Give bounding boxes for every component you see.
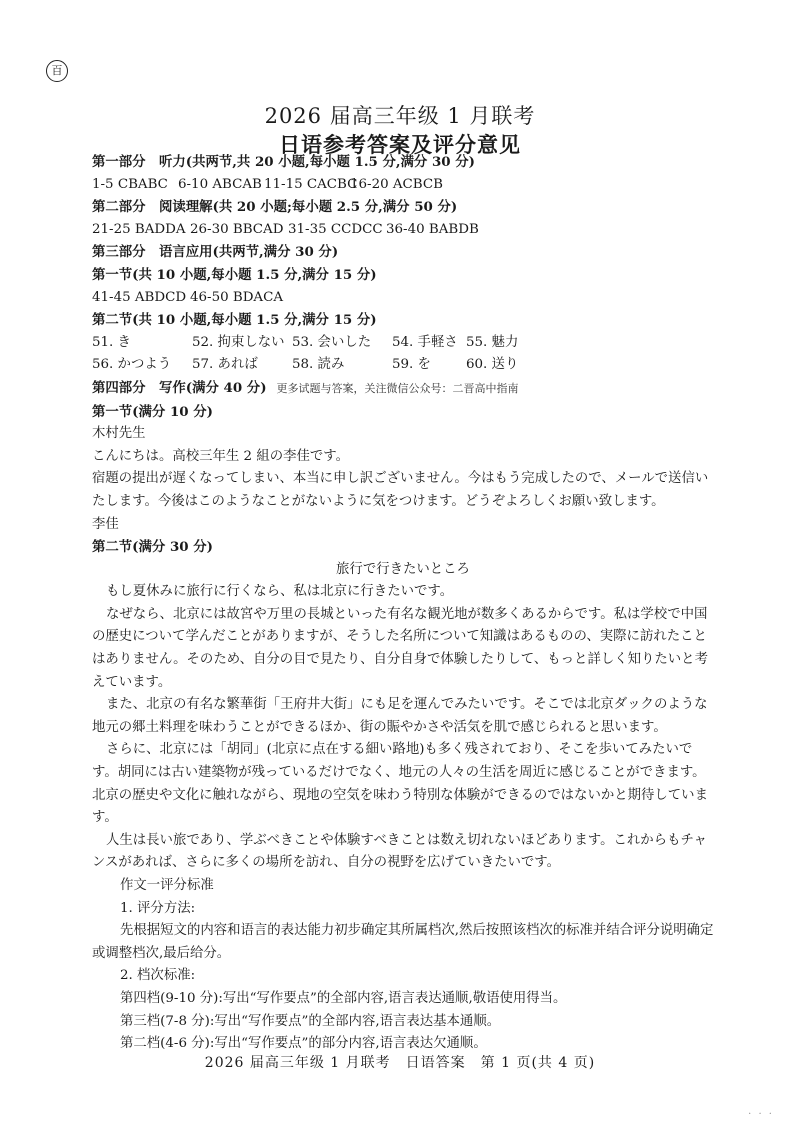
- fill-answer: 59. を: [392, 357, 431, 373]
- answer-group: 46-50 BDACA: [190, 289, 284, 305]
- essay-paragraph: さらに、北京には「胡同」(北京に点在する細い路地)も多く残されており、そこを歩いてみたいです。胡同には古い建築物が残っているだけでなく、地元の人々の生活を周近に感じることができます。北京の歴史や文化に触れながら、現地の空気を味わう特別な体験ができるのではないかと期待しています。: [92, 742, 708, 826]
- part4-section1-heading: 第一节(满分 10 分): [92, 403, 213, 420]
- fill-answer: 56. かつよう: [92, 357, 172, 373]
- fill-answer: 60. 送り: [466, 357, 519, 373]
- part1-heading: 第一部分 听力(共两节,共 20 小题,每小题 1.5 分,满分 30 分): [92, 154, 476, 170]
- part3-section2-heading: 第二节(共 10 小题,每小题 1.5 分,满分 15 分): [92, 312, 377, 329]
- letter-line: こんにちは。高校三年生 2 組の李佳です。: [92, 448, 349, 464]
- essay-title: 旅行で行きたいところ: [336, 561, 470, 577]
- part4-heading-row: [92, 377, 714, 401]
- grading-level: 第二档(4-6 分):写出“写作要点”的部分内容,语言表达欠通顺。: [120, 1036, 487, 1052]
- grading-method-text: 先根据短文的内容和语言的表达能力初步确定其所属档次,然后按照该档次的标准并结合评分说明确定或调整档次,最后给分。: [92, 923, 714, 961]
- page-subtitle: 日语参考答案及评分意见: [279, 132, 521, 157]
- fill-answer: 54. 手軽さ: [392, 334, 458, 350]
- document-body: [92, 151, 714, 1056]
- fill-answer: 51. き: [92, 334, 131, 350]
- part3-heading: 第三部分 语言应用(共两节,满分 30 分): [92, 244, 339, 261]
- part3-section2-row1: [92, 332, 714, 355]
- letter-body: 宿題の提出が遅くなってしまい、本当に申し訳ございません。今はもう完成したので、メールで送信いたします。今後はこのようなことがないように気をつけます。どうぞよろしくお願い致します。: [92, 471, 709, 509]
- letter-salutation: 木村先生: [92, 426, 146, 442]
- grading-level: 第四档(9-10 分):写出“写作要点”的全部内容,语言表达通顺,敬语使用得当。: [120, 990, 567, 1006]
- promo-note: 更多试题与答案，关注微信公众号：二晋高中指南: [276, 381, 519, 395]
- essay-paragraph: もし夏休みに旅行に行くなら、私は北京に行きたいです。: [106, 584, 454, 600]
- answer-group: 26-30 BBCAD: [190, 221, 284, 237]
- answer-group: 16-20 ACBCB: [350, 176, 443, 192]
- answer-group: 6-10 ABCAB: [178, 176, 262, 192]
- seal-mark: 百: [46, 60, 68, 82]
- essay-paragraph: また、北京の有名な繁華街「王府井大街」にも足を運んでみたいです。そこでは北京ダックのような地元の郷土料理を味わうことができるほか、街の賑やかさや活気を肌で感じられると思います。: [92, 697, 708, 735]
- part1-answers: [92, 174, 714, 197]
- page-footer: 2026 届高三年级 1 月联考 日语答案 第 1 页(共 4 页): [204, 1055, 596, 1071]
- part4-section2-heading: 第二节(满分 30 分): [92, 539, 213, 556]
- fill-answer: 52. 拘束しない: [192, 334, 285, 350]
- model-essay: [92, 581, 714, 875]
- letter-signature: 李佳: [92, 516, 119, 532]
- grading-heading: 作文一评分标准: [120, 878, 214, 893]
- fill-answer: 53. 会いした: [292, 334, 372, 350]
- part2-answers: [92, 219, 714, 242]
- fill-answer: 55. 魅力: [466, 334, 519, 350]
- grading-method-heading: 1. 评分方法:: [120, 900, 196, 916]
- fill-answer: 58. 読み: [292, 357, 345, 373]
- answer-group: 36-40 BABDB: [386, 221, 479, 237]
- page-title: 2026 届高三年级 1 月联考: [264, 104, 536, 128]
- part2-heading: 第二部分 阅读理解(共 20 小题;每小题 2.5 分,满分 50 分): [92, 199, 458, 216]
- answer-group: 1-5 CBABC: [92, 176, 168, 192]
- grading-level: 第三档(7-8 分):写出“写作要点”的全部内容,语言表达基本通顺。: [120, 1013, 501, 1029]
- part4-heading: 第四部分 写作(满分 40 分): [92, 379, 267, 396]
- answer-group: 21-25 BADDA: [92, 221, 186, 237]
- part3-section1-answers: [92, 287, 714, 310]
- part3-section2-row2: [92, 354, 714, 377]
- answer-group: 11-15 CACBC: [264, 176, 358, 192]
- essay-paragraph: 人生は長い旅であり、学ぶべきことや体験すべきことは数え切れないほどあります。これからもチャンスがあれば、さらに多くの場所を訪れ、自分の視野を広げていきたいです。: [92, 832, 707, 871]
- answer-group: 31-35 CCDCC: [288, 221, 383, 237]
- part3-section1-heading: 第一节(共 10 小题,每小题 1.5 分,满分 15 分): [92, 266, 377, 283]
- answer-group: 41-45 ABDCD: [92, 289, 187, 305]
- scan-dots: · · ·: [748, 1109, 774, 1120]
- grading-levels-heading: 2. 档次标准:: [120, 968, 196, 984]
- essay-paragraph: なぜなら、北京には故宮や万里の長城といった有名な観光地が数多くあるからです。私は学校で中国の歴史について学んだことがありますが、そうした名所について知識はあるものの、実際に訪れたことはありません。そのため、自分の目で見たり、自分自身で体験したりして、もっと詳しく知りたいと考えています。: [92, 606, 708, 690]
- fill-answer: 57. あれば: [192, 357, 258, 373]
